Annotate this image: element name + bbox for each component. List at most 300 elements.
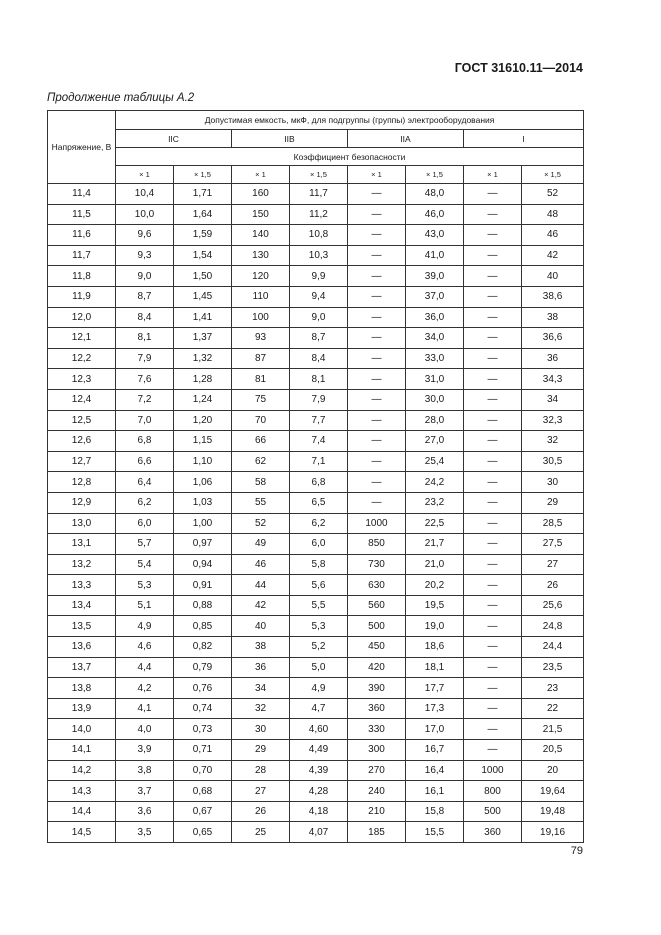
capacity-cell: — bbox=[348, 184, 406, 205]
capacity-cell: 1,24 bbox=[174, 389, 232, 410]
capacity-cell: 0,65 bbox=[174, 822, 232, 843]
capacity-cell: 27 bbox=[522, 554, 584, 575]
table-row bbox=[48, 204, 584, 225]
capacity-cell: 8,1 bbox=[116, 328, 174, 349]
capacity-cell: 1,45 bbox=[174, 286, 232, 307]
group-header: IIA bbox=[348, 130, 464, 148]
voltage-cell: 12,0 bbox=[48, 307, 116, 328]
capacity-cell: 30 bbox=[522, 472, 584, 493]
voltage-cell: 13,9 bbox=[48, 698, 116, 719]
capacity-cell: 9,0 bbox=[116, 266, 174, 287]
capacity-cell: 3,6 bbox=[116, 801, 174, 822]
capacity-cell: — bbox=[464, 678, 522, 699]
capacity-cell: 16,4 bbox=[406, 760, 464, 781]
voltage-cell: 12,2 bbox=[48, 348, 116, 369]
table-row bbox=[48, 245, 584, 266]
voltage-cell: 14,5 bbox=[48, 822, 116, 843]
capacity-cell: 0,97 bbox=[174, 534, 232, 555]
capacity-cell: 4,0 bbox=[116, 719, 174, 740]
capacity-cell: 52 bbox=[232, 513, 290, 534]
capacity-cell: 20 bbox=[522, 760, 584, 781]
capacity-cell: 1,37 bbox=[174, 328, 232, 349]
capacity-cell: 1,06 bbox=[174, 472, 232, 493]
capacity-cell: 48,0 bbox=[406, 184, 464, 205]
capacity-cell: 43,0 bbox=[406, 225, 464, 246]
capacity-cell: — bbox=[464, 245, 522, 266]
capacity-cell: 4,9 bbox=[290, 678, 348, 699]
capacity-cell: 48 bbox=[522, 204, 584, 225]
voltage-cell: 11,4 bbox=[48, 184, 116, 205]
table-row bbox=[48, 328, 584, 349]
capacity-cell: 28 bbox=[232, 760, 290, 781]
table-row bbox=[48, 575, 584, 596]
capacity-cell: 1,15 bbox=[174, 431, 232, 452]
capacity-cell: 36,6 bbox=[522, 328, 584, 349]
capacity-cell: — bbox=[348, 266, 406, 287]
capacity-cell: 4,4 bbox=[116, 657, 174, 678]
capacity-cell: 6,6 bbox=[116, 451, 174, 472]
capacity-cell: — bbox=[348, 451, 406, 472]
capacity-cell: 1,64 bbox=[174, 204, 232, 225]
capacity-cell: 15,5 bbox=[406, 822, 464, 843]
capacity-cell: 4,60 bbox=[290, 719, 348, 740]
capacity-cell: 23,5 bbox=[522, 657, 584, 678]
capacity-cell: 4,39 bbox=[290, 760, 348, 781]
safety-factor-cell: × 1,5 bbox=[522, 166, 584, 184]
capacity-cell: — bbox=[464, 575, 522, 596]
capacity-cell: 36 bbox=[522, 348, 584, 369]
capacity-cell: 800 bbox=[464, 781, 522, 802]
capacity-cell: — bbox=[464, 369, 522, 390]
capacity-cell: 10,4 bbox=[116, 184, 174, 205]
capacity-cell: 7,9 bbox=[116, 348, 174, 369]
capacity-cell: — bbox=[464, 595, 522, 616]
capacity-cell: 49 bbox=[232, 534, 290, 555]
capacity-cell: 66 bbox=[232, 431, 290, 452]
capacity-cell: 6,0 bbox=[116, 513, 174, 534]
document-header: ГОСТ 31610.11—2014 bbox=[454, 61, 583, 75]
capacity-cell: — bbox=[464, 184, 522, 205]
voltage-cell: 14,3 bbox=[48, 781, 116, 802]
capacity-cell: 27,0 bbox=[406, 431, 464, 452]
capacity-cell: — bbox=[464, 719, 522, 740]
capacity-cell: 10,3 bbox=[290, 245, 348, 266]
capacity-cell: 0,73 bbox=[174, 719, 232, 740]
capacity-cell: 3,7 bbox=[116, 781, 174, 802]
capacity-cell: 1,54 bbox=[174, 245, 232, 266]
capacity-cell: 38 bbox=[522, 307, 584, 328]
capacity-cell: 1,41 bbox=[174, 307, 232, 328]
table-row bbox=[48, 389, 584, 410]
capacity-cell: 1,32 bbox=[174, 348, 232, 369]
capacity-cell: 9,0 bbox=[290, 307, 348, 328]
table-row bbox=[48, 719, 584, 740]
capacity-cell: 3,9 bbox=[116, 740, 174, 761]
safety-factor-cell: × 1 bbox=[348, 166, 406, 184]
capacity-cell: 7,2 bbox=[116, 389, 174, 410]
capacity-header: Допустимая емкость, мкФ, для подгруппы (группы) электрооборудования bbox=[116, 111, 584, 130]
capacity-cell: 11,2 bbox=[290, 204, 348, 225]
table-row bbox=[48, 348, 584, 369]
capacity-cell: 22,5 bbox=[406, 513, 464, 534]
safety-factor-cell: × 1 bbox=[232, 166, 290, 184]
capacity-cell: 21,7 bbox=[406, 534, 464, 555]
capacity-cell: 5,7 bbox=[116, 534, 174, 555]
capacity-cell: 87 bbox=[232, 348, 290, 369]
capacity-cell: 28,5 bbox=[522, 513, 584, 534]
capacity-cell: 0,70 bbox=[174, 760, 232, 781]
capacity-cell: 34 bbox=[522, 389, 584, 410]
capacity-cell: 630 bbox=[348, 575, 406, 596]
voltage-cell: 11,8 bbox=[48, 266, 116, 287]
capacity-cell: 0,67 bbox=[174, 801, 232, 822]
capacity-cell: — bbox=[464, 328, 522, 349]
capacity-cell: 3,5 bbox=[116, 822, 174, 843]
capacity-cell: 18,1 bbox=[406, 657, 464, 678]
capacity-cell: 150 bbox=[232, 204, 290, 225]
capacity-cell: — bbox=[348, 204, 406, 225]
capacity-cell: 62 bbox=[232, 451, 290, 472]
capacity-cell: 4,18 bbox=[290, 801, 348, 822]
table-row bbox=[48, 637, 584, 658]
capacity-cell: — bbox=[464, 266, 522, 287]
capacity-cell: — bbox=[348, 472, 406, 493]
capacity-cell: 42 bbox=[522, 245, 584, 266]
group-header: IIC bbox=[116, 130, 232, 148]
capacity-cell: — bbox=[464, 286, 522, 307]
safety-factor-header: Коэффициент безопасности bbox=[116, 148, 584, 166]
capacity-cell: 11,7 bbox=[290, 184, 348, 205]
capacity-cell: 44 bbox=[232, 575, 290, 596]
capacity-cell: 37,0 bbox=[406, 286, 464, 307]
capacity-cell: 17,7 bbox=[406, 678, 464, 699]
capacity-cell: 4,28 bbox=[290, 781, 348, 802]
capacity-cell: 46 bbox=[522, 225, 584, 246]
voltage-cell: 12,8 bbox=[48, 472, 116, 493]
capacity-cell: 7,9 bbox=[290, 389, 348, 410]
capacity-cell: 0,76 bbox=[174, 678, 232, 699]
capacity-cell: 46 bbox=[232, 554, 290, 575]
capacity-cell: 6,4 bbox=[116, 472, 174, 493]
table-row bbox=[48, 451, 584, 472]
capacity-cell: 420 bbox=[348, 657, 406, 678]
capacity-cell: 0,91 bbox=[174, 575, 232, 596]
capacity-cell: 185 bbox=[348, 822, 406, 843]
voltage-cell: 14,0 bbox=[48, 719, 116, 740]
table-row bbox=[48, 801, 584, 822]
voltage-cell: 12,4 bbox=[48, 389, 116, 410]
capacity-cell: — bbox=[464, 698, 522, 719]
capacity-cell: 1,71 bbox=[174, 184, 232, 205]
capacity-cell: 330 bbox=[348, 719, 406, 740]
capacity-cell: 850 bbox=[348, 534, 406, 555]
voltage-cell: 12,9 bbox=[48, 492, 116, 513]
capacity-cell: 0,79 bbox=[174, 657, 232, 678]
voltage-cell: 13,5 bbox=[48, 616, 116, 637]
capacity-cell: 38,6 bbox=[522, 286, 584, 307]
capacity-cell: 6,8 bbox=[116, 431, 174, 452]
capacity-cell: 4,7 bbox=[290, 698, 348, 719]
capacity-cell: 560 bbox=[348, 595, 406, 616]
capacity-cell: 33,0 bbox=[406, 348, 464, 369]
capacity-cell: 30,0 bbox=[406, 389, 464, 410]
capacity-cell: — bbox=[348, 245, 406, 266]
table-row bbox=[48, 410, 584, 431]
table-row bbox=[48, 740, 584, 761]
capacity-cell: 24,4 bbox=[522, 637, 584, 658]
capacity-cell: — bbox=[348, 431, 406, 452]
capacity-cell: 40 bbox=[522, 266, 584, 287]
capacity-cell: 34,0 bbox=[406, 328, 464, 349]
capacity-cell: 9,6 bbox=[116, 225, 174, 246]
capacity-cell: — bbox=[464, 492, 522, 513]
capacity-cell: — bbox=[464, 225, 522, 246]
capacity-cell: 130 bbox=[232, 245, 290, 266]
group-header: I bbox=[464, 130, 584, 148]
voltage-cell: 12,6 bbox=[48, 431, 116, 452]
capacity-cell: — bbox=[464, 348, 522, 369]
safety-factor-cell: × 1,5 bbox=[174, 166, 232, 184]
table-row bbox=[48, 307, 584, 328]
capacity-cell: 23 bbox=[522, 678, 584, 699]
capacity-cell: 8,7 bbox=[290, 328, 348, 349]
capacity-cell: 75 bbox=[232, 389, 290, 410]
safety-factor-cell: × 1 bbox=[464, 166, 522, 184]
capacity-cell: 100 bbox=[232, 307, 290, 328]
capacity-cell: 5,0 bbox=[290, 657, 348, 678]
capacity-cell: 17,0 bbox=[406, 719, 464, 740]
capacity-cell: 21,5 bbox=[522, 719, 584, 740]
capacity-cell: 110 bbox=[232, 286, 290, 307]
capacity-cell: 9,3 bbox=[116, 245, 174, 266]
capacity-cell: 32 bbox=[232, 698, 290, 719]
capacity-cell: 24,8 bbox=[522, 616, 584, 637]
capacity-cell: 4,2 bbox=[116, 678, 174, 699]
capacity-cell: 46,0 bbox=[406, 204, 464, 225]
capacity-cell: 0,94 bbox=[174, 554, 232, 575]
capacity-cell: 55 bbox=[232, 492, 290, 513]
capacity-cell: 360 bbox=[464, 822, 522, 843]
capacity-cell: 1,03 bbox=[174, 492, 232, 513]
capacity-cell: 120 bbox=[232, 266, 290, 287]
capacity-cell: 29 bbox=[522, 492, 584, 513]
table-row bbox=[48, 266, 584, 287]
capacity-cell: 21,0 bbox=[406, 554, 464, 575]
capacity-cell: 4,07 bbox=[290, 822, 348, 843]
capacity-cell: 25 bbox=[232, 822, 290, 843]
table-row bbox=[48, 369, 584, 390]
capacity-cell: 19,16 bbox=[522, 822, 584, 843]
capacity-cell: 20,2 bbox=[406, 575, 464, 596]
voltage-cell: 13,7 bbox=[48, 657, 116, 678]
capacitance-table bbox=[47, 110, 584, 843]
voltage-cell: 12,5 bbox=[48, 410, 116, 431]
capacity-cell: — bbox=[348, 369, 406, 390]
capacity-cell: — bbox=[348, 389, 406, 410]
capacity-cell: — bbox=[464, 534, 522, 555]
capacity-cell: 26 bbox=[232, 801, 290, 822]
capacity-cell: 270 bbox=[348, 760, 406, 781]
table-row bbox=[48, 431, 584, 452]
capacity-cell: 1000 bbox=[348, 513, 406, 534]
table-row bbox=[48, 472, 584, 493]
capacity-cell: 22 bbox=[522, 698, 584, 719]
capacity-cell: 30,5 bbox=[522, 451, 584, 472]
capacity-cell: 16,7 bbox=[406, 740, 464, 761]
capacity-cell: 34,3 bbox=[522, 369, 584, 390]
capacity-cell: 5,3 bbox=[116, 575, 174, 596]
table-caption: Продолжение таблицы А.2 bbox=[47, 92, 195, 104]
capacity-cell: 31,0 bbox=[406, 369, 464, 390]
capacity-cell: 500 bbox=[464, 801, 522, 822]
table-row bbox=[48, 678, 584, 699]
capacity-cell: — bbox=[348, 307, 406, 328]
capacity-cell: 1,20 bbox=[174, 410, 232, 431]
capacity-cell: 38 bbox=[232, 637, 290, 658]
voltage-header: Напряжение, В bbox=[48, 111, 116, 184]
capacity-cell: 25,6 bbox=[522, 595, 584, 616]
capacity-cell: 0,74 bbox=[174, 698, 232, 719]
capacity-cell: 17,3 bbox=[406, 698, 464, 719]
table-row bbox=[48, 616, 584, 637]
table-row bbox=[48, 286, 584, 307]
capacity-cell: 8,1 bbox=[290, 369, 348, 390]
voltage-cell: 12,1 bbox=[48, 328, 116, 349]
capacity-cell: 6,8 bbox=[290, 472, 348, 493]
capacity-cell: 730 bbox=[348, 554, 406, 575]
voltage-cell: 13,8 bbox=[48, 678, 116, 699]
capacity-cell: 5,1 bbox=[116, 595, 174, 616]
safety-factor-cell: × 1,5 bbox=[406, 166, 464, 184]
capacity-cell: — bbox=[464, 637, 522, 658]
capacity-cell: — bbox=[464, 204, 522, 225]
capacity-cell: — bbox=[464, 410, 522, 431]
capacity-cell: 36 bbox=[232, 657, 290, 678]
table-row bbox=[48, 657, 584, 678]
safety-factor-cell: × 1,5 bbox=[290, 166, 348, 184]
table-row bbox=[48, 513, 584, 534]
capacity-cell: 9,4 bbox=[290, 286, 348, 307]
capacity-cell: 7,6 bbox=[116, 369, 174, 390]
voltage-cell: 13,4 bbox=[48, 595, 116, 616]
capacity-cell: 7,4 bbox=[290, 431, 348, 452]
capacity-cell: 500 bbox=[348, 616, 406, 637]
table-row bbox=[48, 822, 584, 843]
capacity-cell: 8,7 bbox=[116, 286, 174, 307]
capacity-cell: 360 bbox=[348, 698, 406, 719]
capacity-cell: 1,50 bbox=[174, 266, 232, 287]
capacity-cell: 10,0 bbox=[116, 204, 174, 225]
capacity-cell: 5,2 bbox=[290, 637, 348, 658]
capacity-cell: — bbox=[464, 554, 522, 575]
capacity-cell: 36,0 bbox=[406, 307, 464, 328]
capacity-cell: 26 bbox=[522, 575, 584, 596]
voltage-cell: 11,6 bbox=[48, 225, 116, 246]
capacity-cell: — bbox=[464, 431, 522, 452]
table-row bbox=[48, 554, 584, 575]
capacity-cell: 1000 bbox=[464, 760, 522, 781]
capacity-cell: 0,85 bbox=[174, 616, 232, 637]
capacity-cell: 20,5 bbox=[522, 740, 584, 761]
capacity-cell: 0,68 bbox=[174, 781, 232, 802]
capacity-cell: — bbox=[348, 492, 406, 513]
table-row bbox=[48, 534, 584, 555]
capacity-cell: 81 bbox=[232, 369, 290, 390]
capacity-cell: 18,6 bbox=[406, 637, 464, 658]
capacity-cell: 4,9 bbox=[116, 616, 174, 637]
capacity-cell: 1,10 bbox=[174, 451, 232, 472]
voltage-cell: 14,4 bbox=[48, 801, 116, 822]
capacity-cell: 23,2 bbox=[406, 492, 464, 513]
capacity-cell: — bbox=[464, 513, 522, 534]
capacity-cell: 4,6 bbox=[116, 637, 174, 658]
table-row bbox=[48, 225, 584, 246]
capacity-cell: 32,3 bbox=[522, 410, 584, 431]
capacity-cell: — bbox=[348, 286, 406, 307]
voltage-cell: 14,1 bbox=[48, 740, 116, 761]
capacity-cell: 1,28 bbox=[174, 369, 232, 390]
table-row bbox=[48, 781, 584, 802]
capacity-cell: 19,0 bbox=[406, 616, 464, 637]
voltage-cell: 11,7 bbox=[48, 245, 116, 266]
table-row bbox=[48, 492, 584, 513]
capacity-cell: 7,1 bbox=[290, 451, 348, 472]
capacity-cell: — bbox=[348, 410, 406, 431]
capacity-cell: 58 bbox=[232, 472, 290, 493]
table-row bbox=[48, 595, 584, 616]
capacity-cell: 15,8 bbox=[406, 801, 464, 822]
capacity-cell: 41,0 bbox=[406, 245, 464, 266]
capacity-cell: 6,2 bbox=[290, 513, 348, 534]
group-header: IIB bbox=[232, 130, 348, 148]
capacity-cell: 28,0 bbox=[406, 410, 464, 431]
capacity-cell: 42 bbox=[232, 595, 290, 616]
table-row bbox=[48, 760, 584, 781]
capacity-cell: 5,5 bbox=[290, 595, 348, 616]
safety-factor-cell: × 1 bbox=[116, 166, 174, 184]
voltage-cell: 13,1 bbox=[48, 534, 116, 555]
capacity-cell: 8,4 bbox=[290, 348, 348, 369]
capacity-cell: 6,0 bbox=[290, 534, 348, 555]
capacity-cell: — bbox=[464, 307, 522, 328]
capacity-cell: 4,49 bbox=[290, 740, 348, 761]
voltage-cell: 11,5 bbox=[48, 204, 116, 225]
capacity-cell: 1,59 bbox=[174, 225, 232, 246]
capacity-cell: 140 bbox=[232, 225, 290, 246]
capacity-cell: 240 bbox=[348, 781, 406, 802]
page-number: 79 bbox=[570, 845, 583, 857]
capacity-cell: 32 bbox=[522, 431, 584, 452]
capacity-cell: 27 bbox=[232, 781, 290, 802]
voltage-cell: 14,2 bbox=[48, 760, 116, 781]
capacity-cell: 300 bbox=[348, 740, 406, 761]
capacity-cell: — bbox=[464, 472, 522, 493]
capacity-cell: 16,1 bbox=[406, 781, 464, 802]
capacity-cell: 19,64 bbox=[522, 781, 584, 802]
capacity-cell: 39,0 bbox=[406, 266, 464, 287]
capacity-cell: 70 bbox=[232, 410, 290, 431]
capacity-cell: 19,5 bbox=[406, 595, 464, 616]
capacity-cell: 0,71 bbox=[174, 740, 232, 761]
capacity-cell: 7,0 bbox=[116, 410, 174, 431]
capacity-cell: 8,4 bbox=[116, 307, 174, 328]
capacity-cell: 30 bbox=[232, 719, 290, 740]
capacity-cell: 7,7 bbox=[290, 410, 348, 431]
capacity-cell: 5,6 bbox=[290, 575, 348, 596]
capacity-cell: 210 bbox=[348, 801, 406, 822]
capacity-cell: — bbox=[464, 657, 522, 678]
capacity-cell: 390 bbox=[348, 678, 406, 699]
